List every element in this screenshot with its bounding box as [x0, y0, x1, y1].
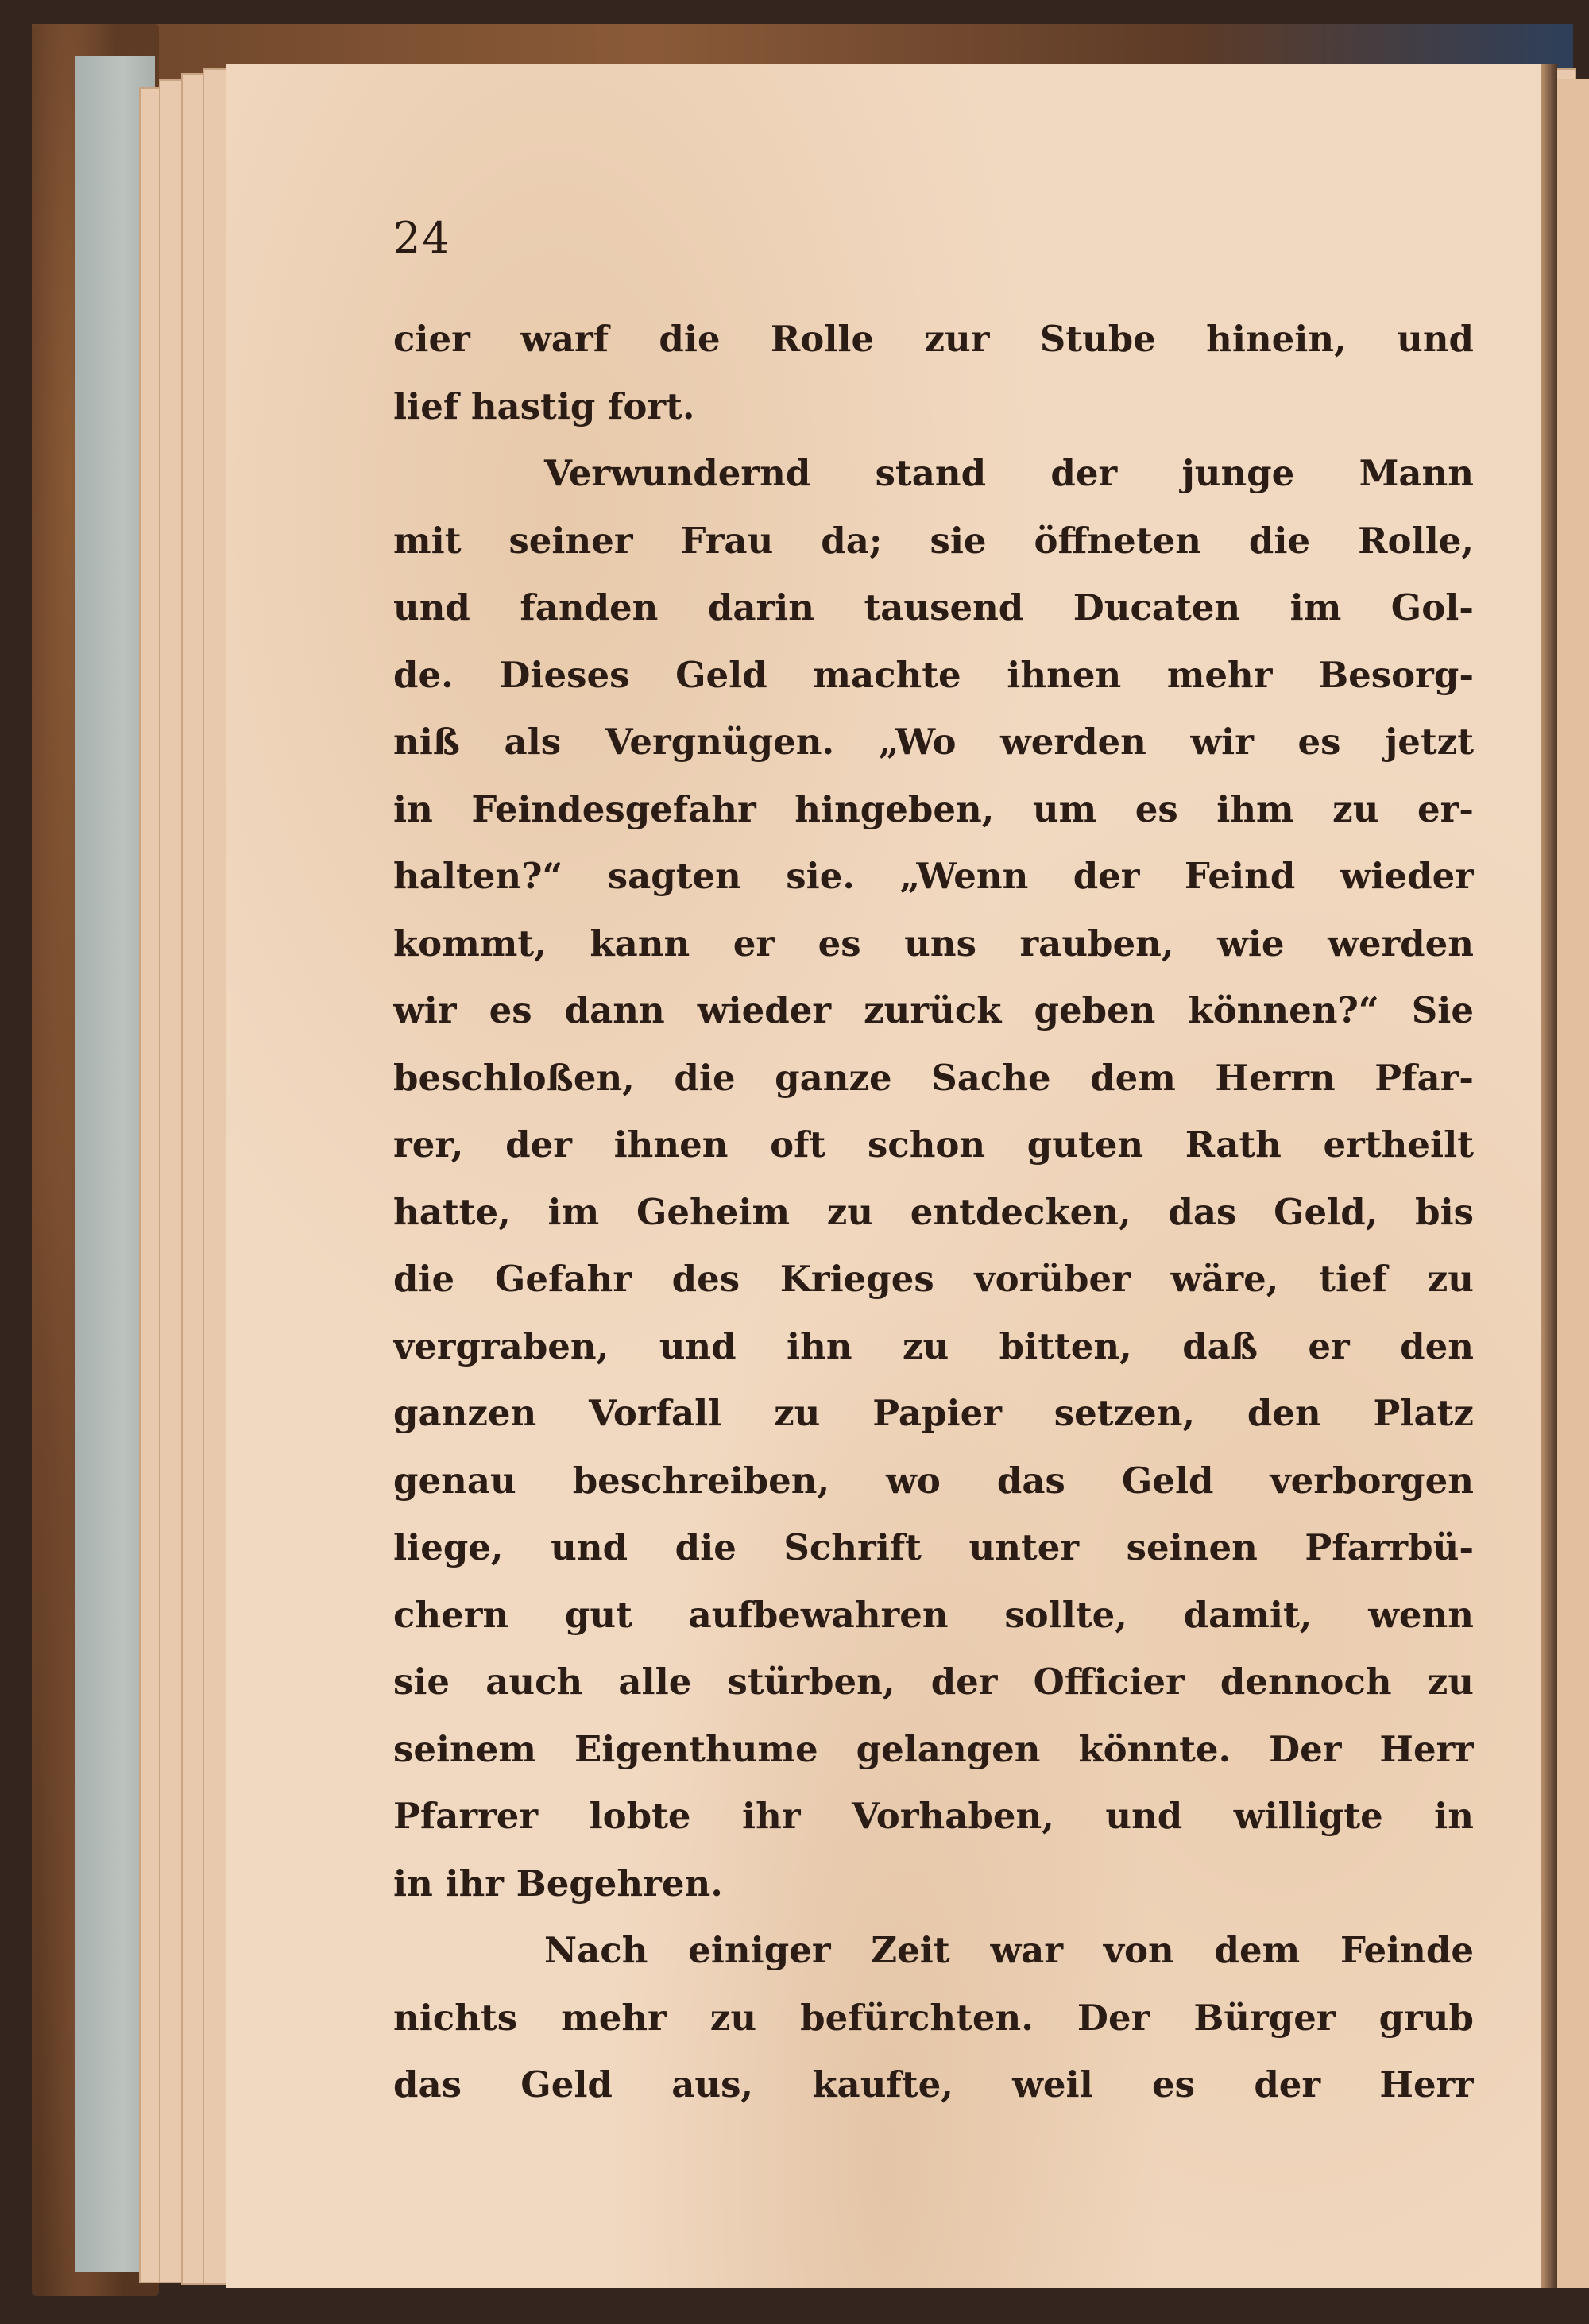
- text-line: nichts mehr zu befürchten. Der Bürger grub: [393, 1996, 1474, 2039]
- book-gutter: [1541, 64, 1557, 2288]
- text-line: vergraben, und ihn zu bitten, daß er den: [393, 1324, 1474, 1367]
- page-number: 24: [393, 213, 451, 263]
- text-line: de. Dieses Geld machte ihnen mehr Besorg-: [393, 653, 1474, 696]
- text-line: kommt, kann er es uns rauben, wie werden: [393, 922, 1474, 965]
- text-line: liege, und die Schrift unter seinen Pfarrbü-: [393, 1526, 1474, 1568]
- text-line: cier warf die Rolle zur Stube hinein, und: [393, 318, 1474, 360]
- text-line: Verwundernd stand der junge Mann: [544, 452, 1474, 494]
- text-line: halten?“ sagten sie. „Wenn der Feind wieder: [393, 855, 1474, 897]
- text-line: beschloßen, die ganze Sache dem Herrn Pfar-: [393, 1056, 1474, 1099]
- text-line: rer, der ihnen oft schon guten Rath ertheilt: [393, 1123, 1474, 1166]
- facing-page-edge: [1557, 79, 1589, 2288]
- text-line: Nach einiger Zeit war von dem Feinde: [544, 1929, 1474, 1971]
- text-line: wir es dann wieder zurück geben können?“ Sie: [393, 989, 1474, 1031]
- text-line: in Feindesgefahr hingeben, um es ihm zu er-: [393, 787, 1474, 830]
- text-line: mit seiner Frau da; sie öffneten die Rolle,: [393, 519, 1474, 562]
- text-line: das Geld aus, kaufte, weil es der Herr: [393, 2063, 1474, 2106]
- text-line: Pfarrer lobte ihr Vorhaben, und willigte in: [393, 1795, 1474, 1837]
- text-line: in ihr Begehren.: [393, 1862, 723, 1904]
- text-line: ganzen Vorfall zu Papier setzen, den Platz: [393, 1392, 1474, 1434]
- text-line: lief hastig fort.: [393, 385, 695, 427]
- text-line: niß als Vergnügen. „Wo werden wir es jetzt: [393, 721, 1474, 763]
- text-line: und fanden darin tausend Ducaten im Gol-: [393, 586, 1474, 628]
- page-body-text: [393, 306, 1474, 2119]
- text-line: chern gut aufbewahren sollte, damit, wenn: [393, 1593, 1474, 1636]
- text-line: seinem Eigenthume gelangen könnte. Der Herr: [393, 1727, 1474, 1770]
- text-line: die Gefahr des Krieges vorüber wäre, tief zu: [393, 1258, 1474, 1300]
- text-line: hatte, im Geheim zu entdecken, das Geld, bis: [393, 1190, 1474, 1233]
- text-line: genau beschreiben, wo das Geld verborgen: [393, 1459, 1474, 1502]
- text-line: sie auch alle stürben, der Officier dennoch zu: [393, 1661, 1474, 1703]
